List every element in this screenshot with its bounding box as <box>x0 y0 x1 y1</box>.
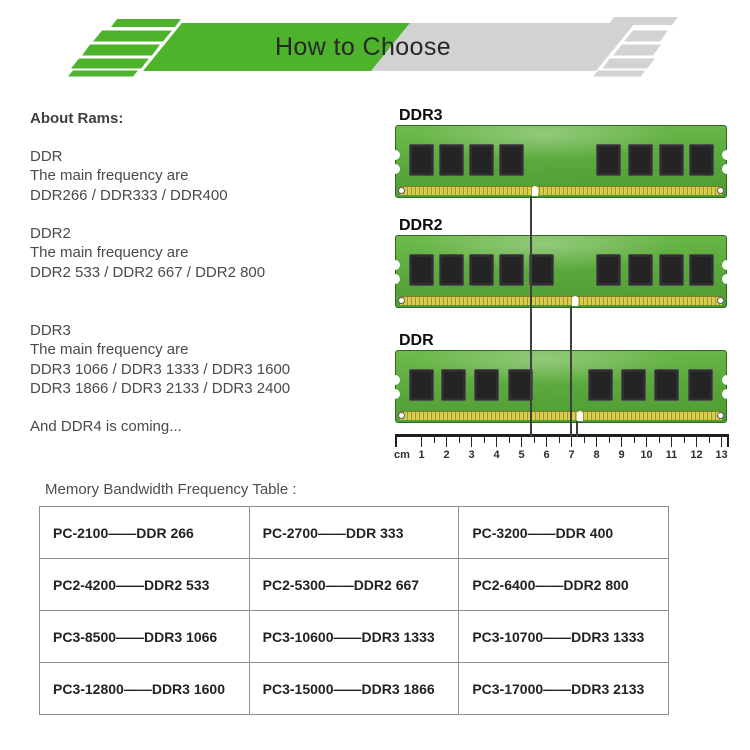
banner-stripe-left-4 <box>71 59 149 69</box>
memory-chip <box>409 254 434 286</box>
about-heading: About Rams: <box>30 110 124 127</box>
about-section-ddr3 <box>30 321 290 398</box>
about-section-ddr2 <box>30 224 265 282</box>
ruler-number: 11 <box>665 449 678 461</box>
ruler-tick <box>534 437 535 443</box>
table-cell: PC-2100——DDR 266 <box>40 507 250 559</box>
section-title: DDR3 <box>30 322 71 339</box>
about-footnote: And DDR4 is coming... <box>30 418 182 435</box>
edge-notch <box>390 164 400 174</box>
ruler-tick <box>634 437 635 443</box>
ruler-tick <box>521 437 522 447</box>
table-cell: PC-3200——DDR 400 <box>459 507 669 559</box>
ruler-tick <box>709 437 710 443</box>
ruler-number: 3 <box>468 449 475 461</box>
ruler-number: 6 <box>543 449 550 461</box>
edge-notch <box>722 375 732 385</box>
table-cell: PC3-12800——DDR3 1600 <box>40 663 250 715</box>
edge-notch <box>722 260 732 270</box>
ruler-tick <box>559 437 560 443</box>
banner-stripe-right-2 <box>624 31 668 42</box>
gold-contacts <box>400 411 722 420</box>
ruler-tick <box>721 437 722 447</box>
ruler-tick <box>446 437 447 447</box>
ruler-tick <box>571 437 572 447</box>
section-line: DDR3 1866 / DDR3 2133 / DDR3 2400 <box>30 379 291 397</box>
ram-module-label: DDR2 <box>399 217 443 234</box>
section-line: DDR266 / DDR333 / DDR400 <box>30 186 228 204</box>
ruler-number: 5 <box>518 449 525 461</box>
banner-stripe-left-1 <box>111 19 181 27</box>
section-line: DDR3 1066 / DDR3 1333 / DDR3 1600 <box>30 360 291 378</box>
table-cell: PC3-17000——DDR3 2133 <box>459 663 669 715</box>
contact-notch <box>577 411 583 421</box>
notch-line-ddr <box>576 421 578 437</box>
edge-notch <box>390 150 400 160</box>
banner-stripe-left-3 <box>82 45 160 56</box>
ruler-number: 9 <box>618 449 625 461</box>
mounting-hole-right <box>717 187 724 194</box>
edge-notch <box>722 164 732 174</box>
table-cell: PC3-8500——DDR3 1066 <box>40 611 250 663</box>
mounting-hole-right <box>717 412 724 419</box>
memory-chip <box>469 254 494 286</box>
table-cell: PC-2700——DDR 333 <box>249 507 459 559</box>
section-line: The main frequency are <box>30 167 189 185</box>
table-row <box>40 559 669 611</box>
table-cell: PC3-10600——DDR3 1333 <box>249 611 459 663</box>
edge-notch <box>390 274 400 284</box>
ruler-number: 12 <box>690 449 703 461</box>
table-row <box>40 611 669 663</box>
notch-line-ddr2 <box>570 306 572 437</box>
memory-chip <box>409 144 434 176</box>
memory-chip <box>439 254 464 286</box>
memory-chip <box>596 254 621 286</box>
memory-chip <box>588 369 613 401</box>
memory-chip <box>499 144 524 176</box>
ruler-number: 13 <box>715 449 728 461</box>
memory-chip <box>409 369 434 401</box>
ram-module-ddr2 <box>395 217 727 308</box>
memory-chip <box>596 144 621 176</box>
ruler-tick <box>421 437 422 447</box>
section-title: DDR2 <box>30 225 71 242</box>
gold-contacts <box>400 296 722 305</box>
memory-chip <box>439 144 464 176</box>
mounting-hole-left <box>398 187 405 194</box>
edge-notch <box>722 389 732 399</box>
edge-notch <box>390 389 400 399</box>
ruler-number: 7 <box>568 449 575 461</box>
memory-chip <box>628 254 653 286</box>
page-title: How to Choose <box>274 33 452 61</box>
ruler-tick <box>546 437 547 447</box>
memory-chip <box>654 369 679 401</box>
ruler-tick <box>646 437 647 447</box>
banner-stripe-right-5 <box>593 71 645 77</box>
ruler-tick <box>609 437 610 443</box>
table-cell: PC2-6400——DDR2 800 <box>459 559 669 611</box>
ruler-tick <box>459 437 460 443</box>
banner-stripe-right-3 <box>613 45 661 56</box>
about-section-ddr <box>30 147 228 205</box>
table-row <box>40 663 669 715</box>
bandwidth-table <box>39 506 669 715</box>
ram-pcb <box>395 125 727 198</box>
banner-stripe-left-5 <box>68 71 138 77</box>
contact-notch <box>532 186 538 196</box>
ruler-end-cap <box>395 434 397 447</box>
ruler-number: 2 <box>443 449 450 461</box>
ram-module-ddr3 <box>395 107 727 198</box>
edge-notch <box>390 375 400 385</box>
table-cell: PC3-10700——DDR3 1333 <box>459 611 669 663</box>
ruler-tick <box>659 437 660 443</box>
mounting-hole-left <box>398 297 405 304</box>
memory-chip <box>688 369 713 401</box>
table-caption: Memory Bandwidth Frequency Table : <box>45 481 297 498</box>
ruler-tick <box>671 437 672 447</box>
section-line: DDR2 533 / DDR2 667 / DDR2 800 <box>30 263 266 281</box>
ram-pcb <box>395 350 727 423</box>
memory-chip <box>469 144 494 176</box>
gold-contacts <box>400 186 722 195</box>
memory-chip <box>689 254 714 286</box>
memory-chip <box>499 254 524 286</box>
banner-stripe-right-1 <box>608 17 678 25</box>
ruler-end-cap <box>727 434 729 447</box>
table-cell: PC2-5300——DDR2 667 <box>249 559 459 611</box>
edge-notch <box>722 274 732 284</box>
table-row <box>40 507 669 559</box>
ram-pcb <box>395 235 727 308</box>
banner-stripe-left-2 <box>93 31 172 42</box>
ruler-tick <box>584 437 585 443</box>
banner-stripe-right-4 <box>602 59 655 69</box>
ruler <box>393 434 738 464</box>
edge-notch <box>390 260 400 270</box>
ruler-tick <box>471 437 472 447</box>
table-cell: PC2-4200——DDR2 533 <box>40 559 250 611</box>
ruler-tick <box>621 437 622 447</box>
memory-chip <box>621 369 646 401</box>
ruler-tick <box>684 437 685 443</box>
ruler-tick <box>596 437 597 447</box>
notch-line-ddr3 <box>530 196 532 437</box>
ruler-tick <box>484 437 485 443</box>
ruler-tick <box>496 437 497 447</box>
section-title: DDR <box>30 148 63 165</box>
mounting-hole-right <box>717 297 724 304</box>
memory-chip <box>659 144 684 176</box>
memory-chip <box>474 369 499 401</box>
ram-module-label: DDR <box>399 332 434 349</box>
section-line: The main frequency are <box>30 341 189 359</box>
ram-module-ddr <box>395 332 727 423</box>
memory-chip <box>628 144 653 176</box>
contact-notch <box>572 296 578 306</box>
table-cell: PC3-15000——DDR3 1866 <box>249 663 459 715</box>
ruler-tick <box>434 437 435 443</box>
memory-chip <box>689 144 714 176</box>
ruler-tick <box>696 437 697 447</box>
ram-module-label: DDR3 <box>399 107 443 124</box>
ruler-tick <box>509 437 510 443</box>
ruler-number: 10 <box>640 449 653 461</box>
memory-chip <box>529 254 554 286</box>
ruler-unit-label: cm <box>394 449 410 461</box>
ruler-number: 1 <box>418 449 425 461</box>
mounting-hole-left <box>398 412 405 419</box>
memory-chip <box>659 254 684 286</box>
ruler-number: 8 <box>593 449 600 461</box>
ruler-number: 4 <box>493 449 500 461</box>
edge-notch <box>722 150 732 160</box>
section-line: The main frequency are <box>30 244 189 262</box>
memory-chip <box>441 369 466 401</box>
